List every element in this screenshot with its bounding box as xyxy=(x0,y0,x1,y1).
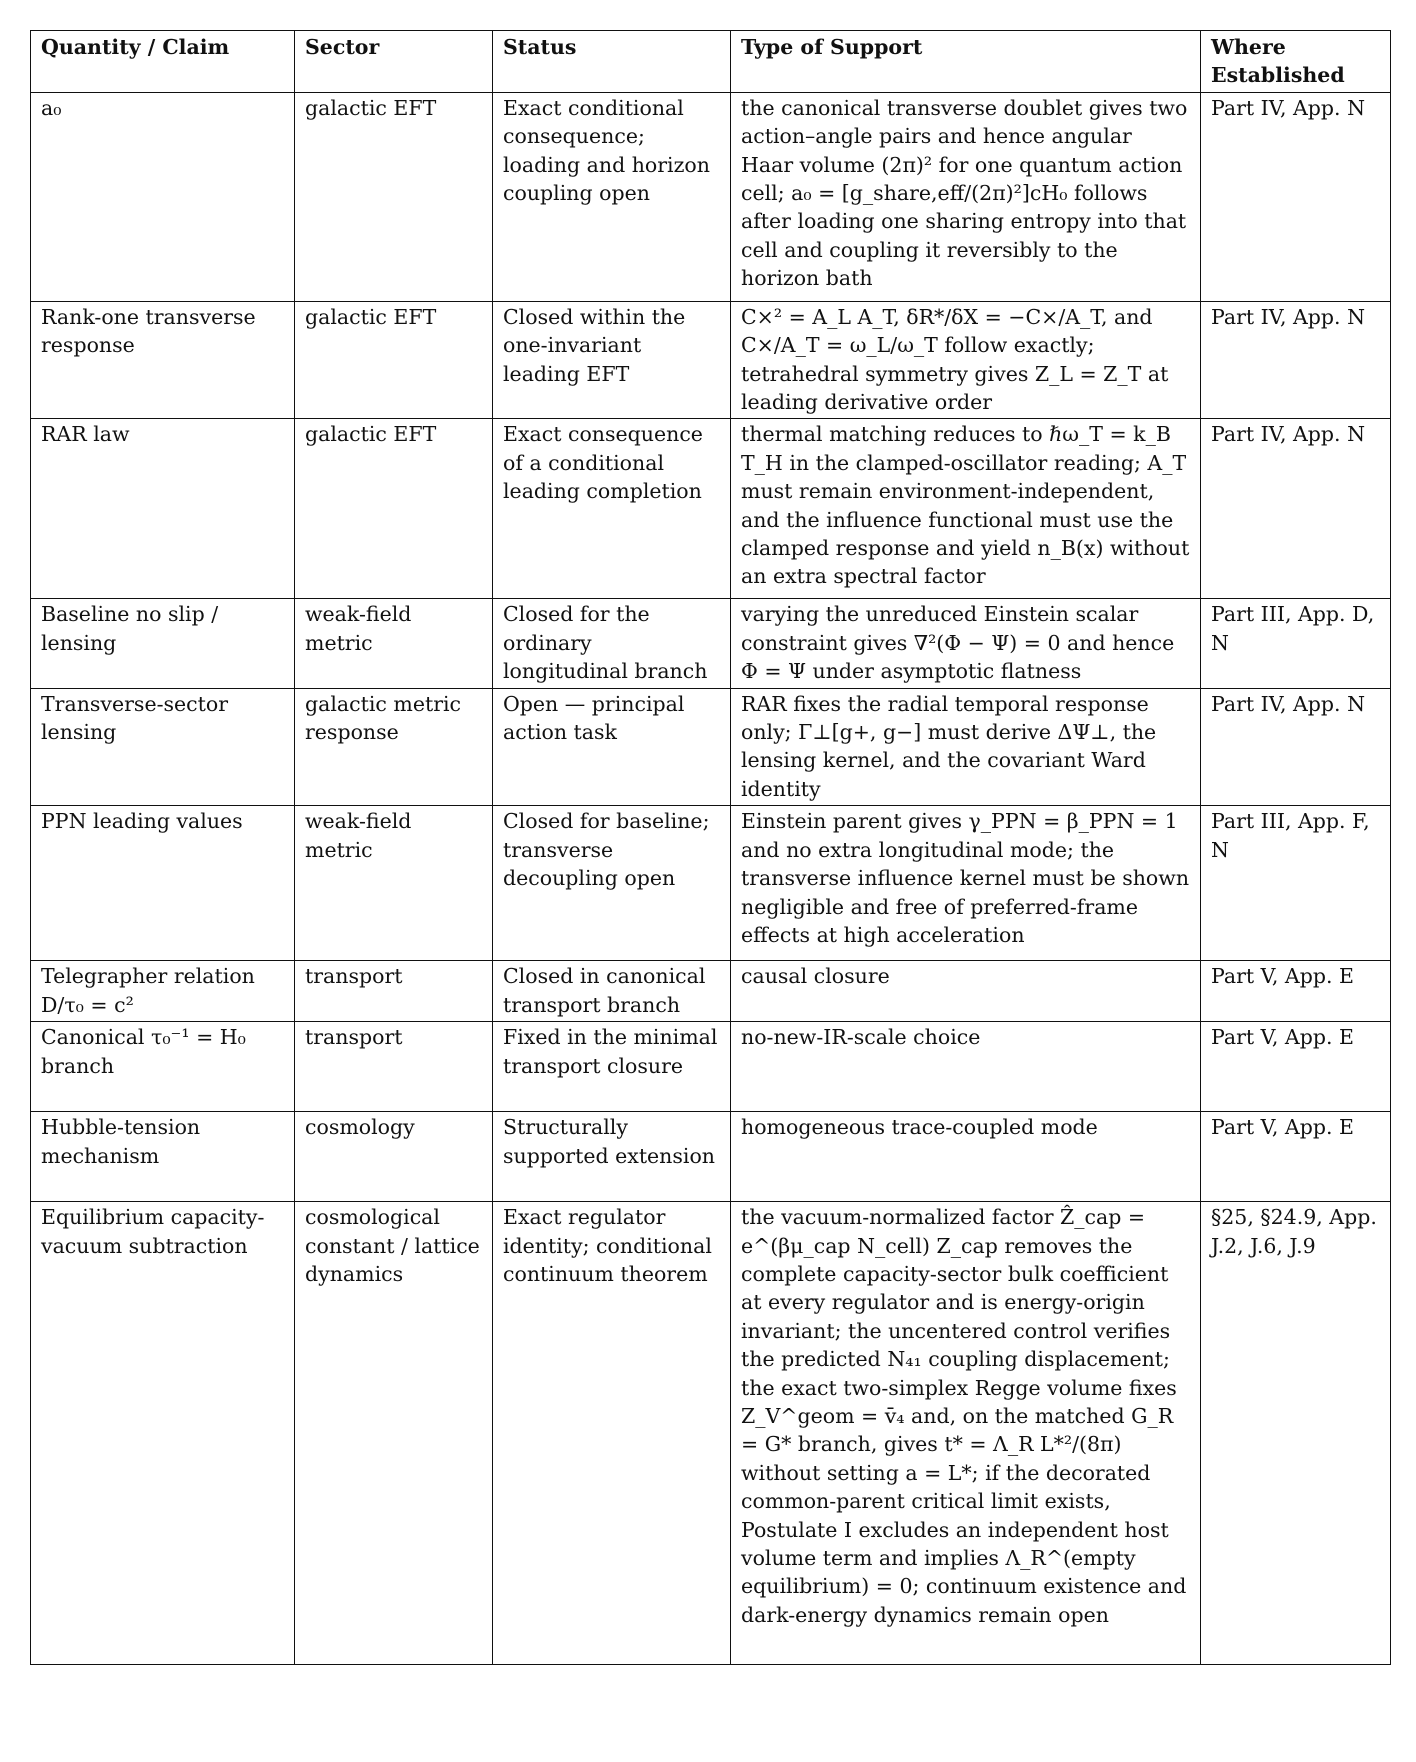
table-row xyxy=(31,419,1391,599)
cell-support: no-new-IR-scale choice xyxy=(731,1022,1201,1112)
cell-status: Fixed in the minimal transport closure xyxy=(493,1022,731,1112)
cell-status: Closed for the ordinary longitudinal branch xyxy=(493,599,731,688)
cell-quantity: a₀ xyxy=(31,92,295,301)
cell-status: Open — principal action task xyxy=(493,688,731,806)
cell-quantity: Baseline no slip / lensing xyxy=(31,599,295,688)
cell-quantity: Transverse-sector lensing xyxy=(31,688,295,806)
table-row xyxy=(31,92,1391,301)
cell-sector: transport xyxy=(295,961,493,1022)
cell-where: Part IV, App. N xyxy=(1201,419,1391,599)
cell-sector: galactic EFT xyxy=(295,92,493,301)
table-row xyxy=(31,1022,1391,1112)
header-row xyxy=(31,31,1391,93)
cell-quantity: PPN leading values xyxy=(31,806,295,961)
cell-where: Part IV, App. N xyxy=(1201,92,1391,301)
cell-status: Exact regulator identity; conditional continuum theorem xyxy=(493,1202,731,1665)
cell-where: Part III, App. F, N xyxy=(1201,806,1391,961)
cell-sector: galactic EFT xyxy=(295,419,493,599)
table-row xyxy=(31,688,1391,806)
col-header-quantity: Quantity / Claim xyxy=(31,31,295,93)
cell-where: Part V, App. E xyxy=(1201,1112,1391,1202)
cell-where: Part IV, App. N xyxy=(1201,301,1391,419)
cell-sector: galactic metric response xyxy=(295,688,493,806)
cell-quantity: Canonical τ₀⁻¹ = H₀ branch xyxy=(31,1022,295,1112)
cell-status: Closed in canonical transport branch xyxy=(493,961,731,1022)
cell-where: §25, §24.9, App. J.2, J.6, J.9 xyxy=(1201,1202,1391,1665)
col-header-where: Where Established xyxy=(1201,31,1391,93)
cell-quantity: Telegrapher relation D/τ₀ = c² xyxy=(31,961,295,1022)
cell-sector: cosmological constant / lattice dynamics xyxy=(295,1202,493,1665)
cell-sector: transport xyxy=(295,1022,493,1112)
table-row xyxy=(31,806,1391,961)
table-row xyxy=(31,961,1391,1022)
cell-status: Closed within the one-invariant leading EFT xyxy=(493,301,731,419)
cell-where: Part IV, App. N xyxy=(1201,688,1391,806)
cell-quantity: RAR law xyxy=(31,419,295,599)
table-row xyxy=(31,1112,1391,1202)
cell-status: Closed for baseline; transverse decoupling open xyxy=(493,806,731,961)
cell-support: thermal matching reduces to ℏω_T = k_B T_H in the clamped-oscillator reading; A_T must remain environment-independent, and the influence functional must use the clamped response and yield n_B(x) without an extra spectral factor xyxy=(731,419,1201,599)
cell-support: Einstein parent gives γ_PPN = β_PPN = 1 and no extra longitudinal mode; the transverse influence kernel must be shown negligible and free of preferred-frame effects at high acceleration xyxy=(731,806,1201,961)
col-header-support: Type of Support xyxy=(731,31,1201,93)
cell-sector: weak-field metric xyxy=(295,806,493,961)
cell-where: Part III, App. D, N xyxy=(1201,599,1391,688)
col-header-sector: Sector xyxy=(295,31,493,93)
cell-support: the vacuum-normalized factor Ẑ_cap = e^(βμ_cap N_cell) Z_cap removes the complete capacity-sector bulk coefficient at every regulator and is energy-origin invariant; the uncentered control verifies the predicted N₄₁ coupling displacement; the exact two-simplex Regge volume fixes Z_V^geom = v̄₄ and, on the matched G_R = G* branch, gives t* = Λ_R L*²/(8π) without setting a = L*; if the decorated common-parent critical limit exists, Postulate I excludes an independent host volume term and implies Λ_R^(empty equilibrium) = 0; continuum existence and dark-energy dynamics remain open xyxy=(731,1202,1201,1665)
cell-sector: weak-field metric xyxy=(295,599,493,688)
cell-support: varying the unreduced Einstein scalar constraint gives ∇²(Φ − Ψ) = 0 and hence Φ = Ψ under asymptotic flatness xyxy=(731,599,1201,688)
col-header-status: Status xyxy=(493,31,731,93)
cell-support: the canonical transverse doublet gives two action–angle pairs and hence angular Haar volume (2π)² for one quantum action cell; a₀ = [g_share,eff/(2π)²]cH₀ follows after loading one sharing entropy into that cell and coupling it reversibly to the horizon bath xyxy=(731,92,1201,301)
cell-support: RAR fixes the radial temporal response only; Γ⊥[g+, g−] must derive ΔΨ⊥, the lensing kernel, and the covariant Ward identity xyxy=(731,688,1201,806)
table-row xyxy=(31,599,1391,688)
cell-quantity: Hubble-tension mechanism xyxy=(31,1112,295,1202)
cell-quantity: Rank-one transverse response xyxy=(31,301,295,419)
cell-status: Exact consequence of a conditional leading completion xyxy=(493,419,731,599)
cell-support: causal closure xyxy=(731,961,1201,1022)
cell-where: Part V, App. E xyxy=(1201,961,1391,1022)
cell-sector: galactic EFT xyxy=(295,301,493,419)
cell-status: Structurally supported extension xyxy=(493,1112,731,1202)
table-row xyxy=(31,301,1391,419)
cell-sector: cosmology xyxy=(295,1112,493,1202)
table-row xyxy=(31,1202,1391,1665)
cell-support: homogeneous trace-coupled mode xyxy=(731,1112,1201,1202)
cell-support: C×² = A_L A_T, δR*/δX = −C×/A_T, and C×/A_T = ω_L/ω_T follow exactly; tetrahedral symmetry gives Z_L = Z_T at leading derivative order xyxy=(731,301,1201,419)
cell-where: Part V, App. E xyxy=(1201,1022,1391,1112)
cell-quantity: Equilibrium capacity-vacuum subtraction xyxy=(31,1202,295,1665)
claims-table xyxy=(30,30,1391,1665)
cell-status: Exact conditional consequence; loading and horizon coupling open xyxy=(493,92,731,301)
